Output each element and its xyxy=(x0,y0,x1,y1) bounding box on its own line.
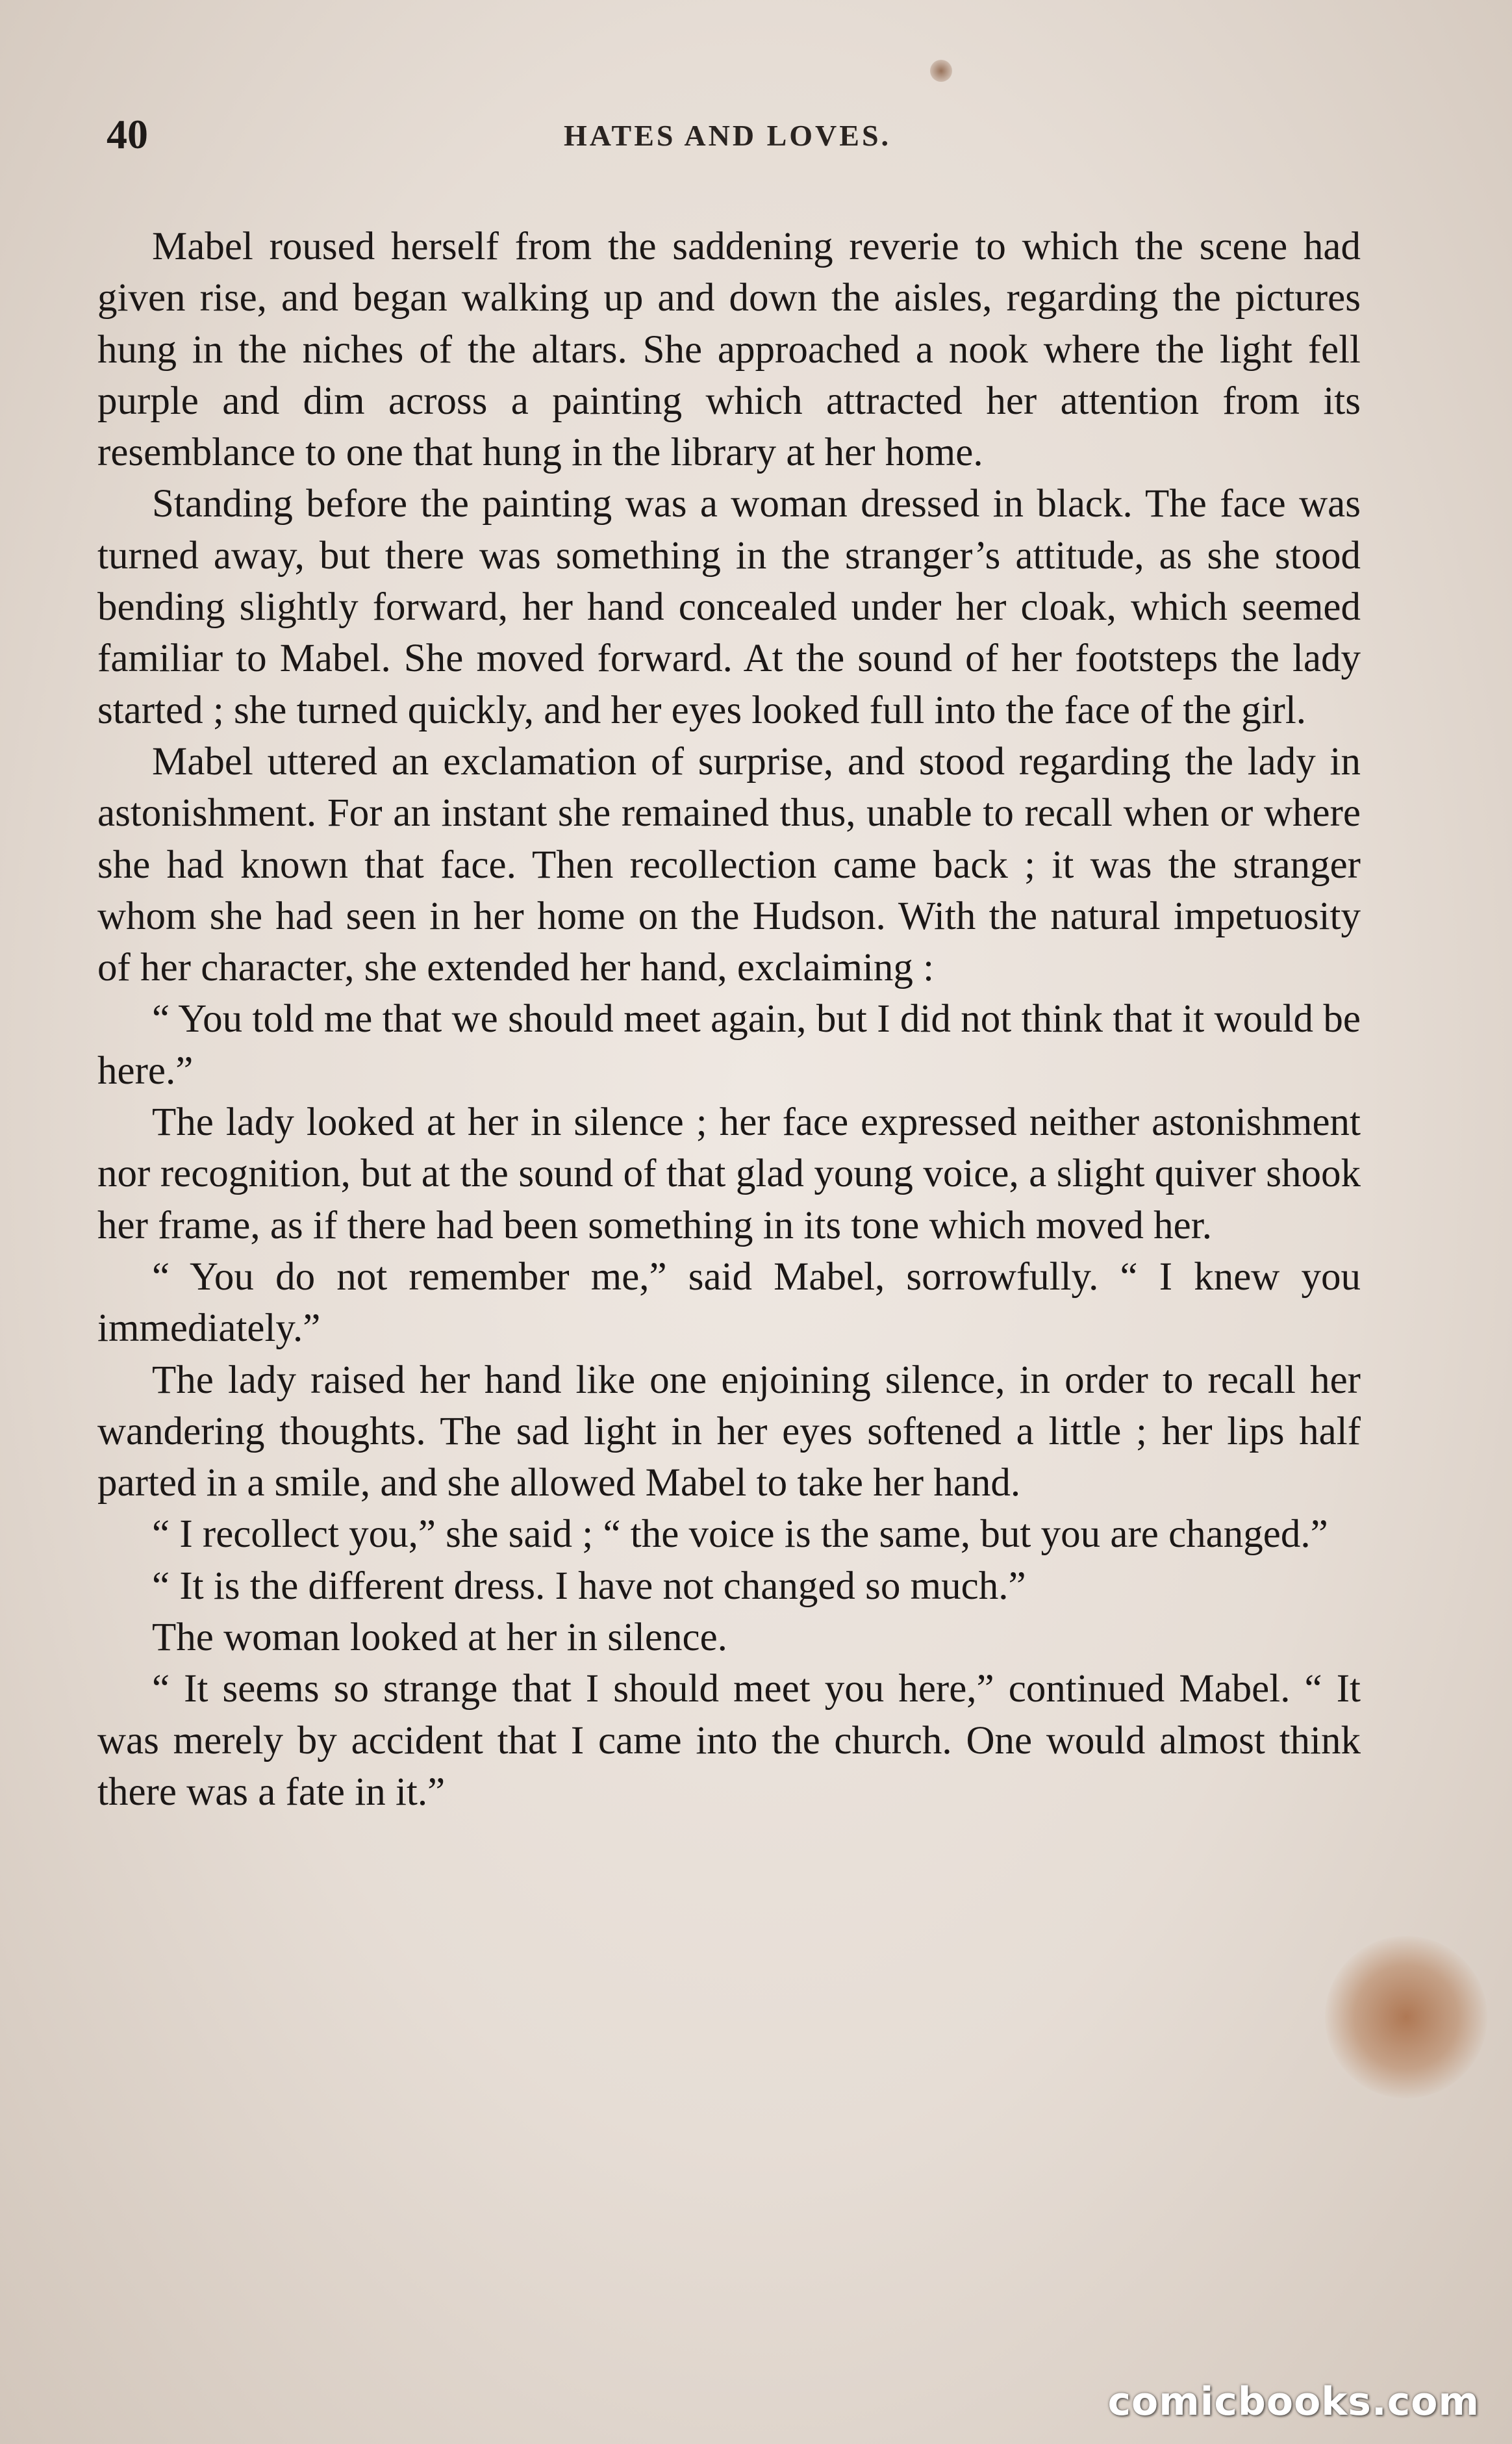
site-watermark: comicbooks.com xyxy=(1107,2379,1480,2425)
paragraph: “ I recollect you,” she said ; “ the voice is the same, but you are changed.” xyxy=(152,1512,1328,1557)
paragraph: “ You do not remember me,” said Mabel, sorrowfully. “ I knew you immediately.” xyxy=(97,1254,1361,1351)
paragraph: Mabel roused herself from the saddening reverie to which the scene had given rise, and began walking up and down the aisles, regarding the pictures hung in the niches of the altars. She approached a nook where the light fell purple and dim across a painting which attracted her attention from its resemblance to one that hung in the library at her home. xyxy=(97,225,1361,475)
page-number: 40 xyxy=(107,111,148,157)
paragraph: The lady raised her hand like one enjoining silence, in order to recall her wandering thoughts. The sad light in her eyes softened a little ; her lips half parted in a smile, and she allowed Mabel to take her hand. xyxy=(97,1358,1361,1505)
paragraph: Mabel uttered an exclamation of surprise, and stood regarding the lady in astonishment. For an instant she remained thus, unable to recall when or where she had known that face. Then recollection came back ; it was the stranger whom she had seen in her home on the Hudson. With the natural impetuosity of her character, she extended her hand, exclaiming : xyxy=(97,739,1361,990)
paragraph: Standing before the painting was a woman dressed in black. The face was turned away, but there was something in the stranger’s attitude, as she stood bending slightly forward, her hand concealed under her cloak, which seemed familiar to Mabel. She moved forward. At the sound of her footsteps the lady started ; she turned quickly, and her eyes looked full into the face of the girl. xyxy=(97,482,1361,732)
paper-stain xyxy=(1325,1936,1487,2098)
paper-spot xyxy=(930,60,952,82)
page-header xyxy=(104,110,1351,175)
paragraph: The lady looked at her in silence ; her face expressed neither astonishment nor recognition, but at the sound of that glad young voice, a slight quiver shook her frame, as if there had been something in its tone which moved her. xyxy=(97,1101,1361,1247)
body-text xyxy=(97,221,1361,1818)
paragraph: “ It is the different dress. I have not changed so much.” xyxy=(152,1564,1026,1608)
running-title: HATES AND LOVES. xyxy=(563,119,892,152)
paragraph: “ It seems so strange that I should meet you here,” continued Mabel. “ It was merely by accident that I came into the church. One would almost think there was a fate in it.” xyxy=(97,1667,1361,1814)
paragraph: The woman looked at her in silence. xyxy=(152,1616,727,1660)
paragraph: “ You told me that we should meet again, but I did not think that it would be here.” xyxy=(97,997,1361,1093)
